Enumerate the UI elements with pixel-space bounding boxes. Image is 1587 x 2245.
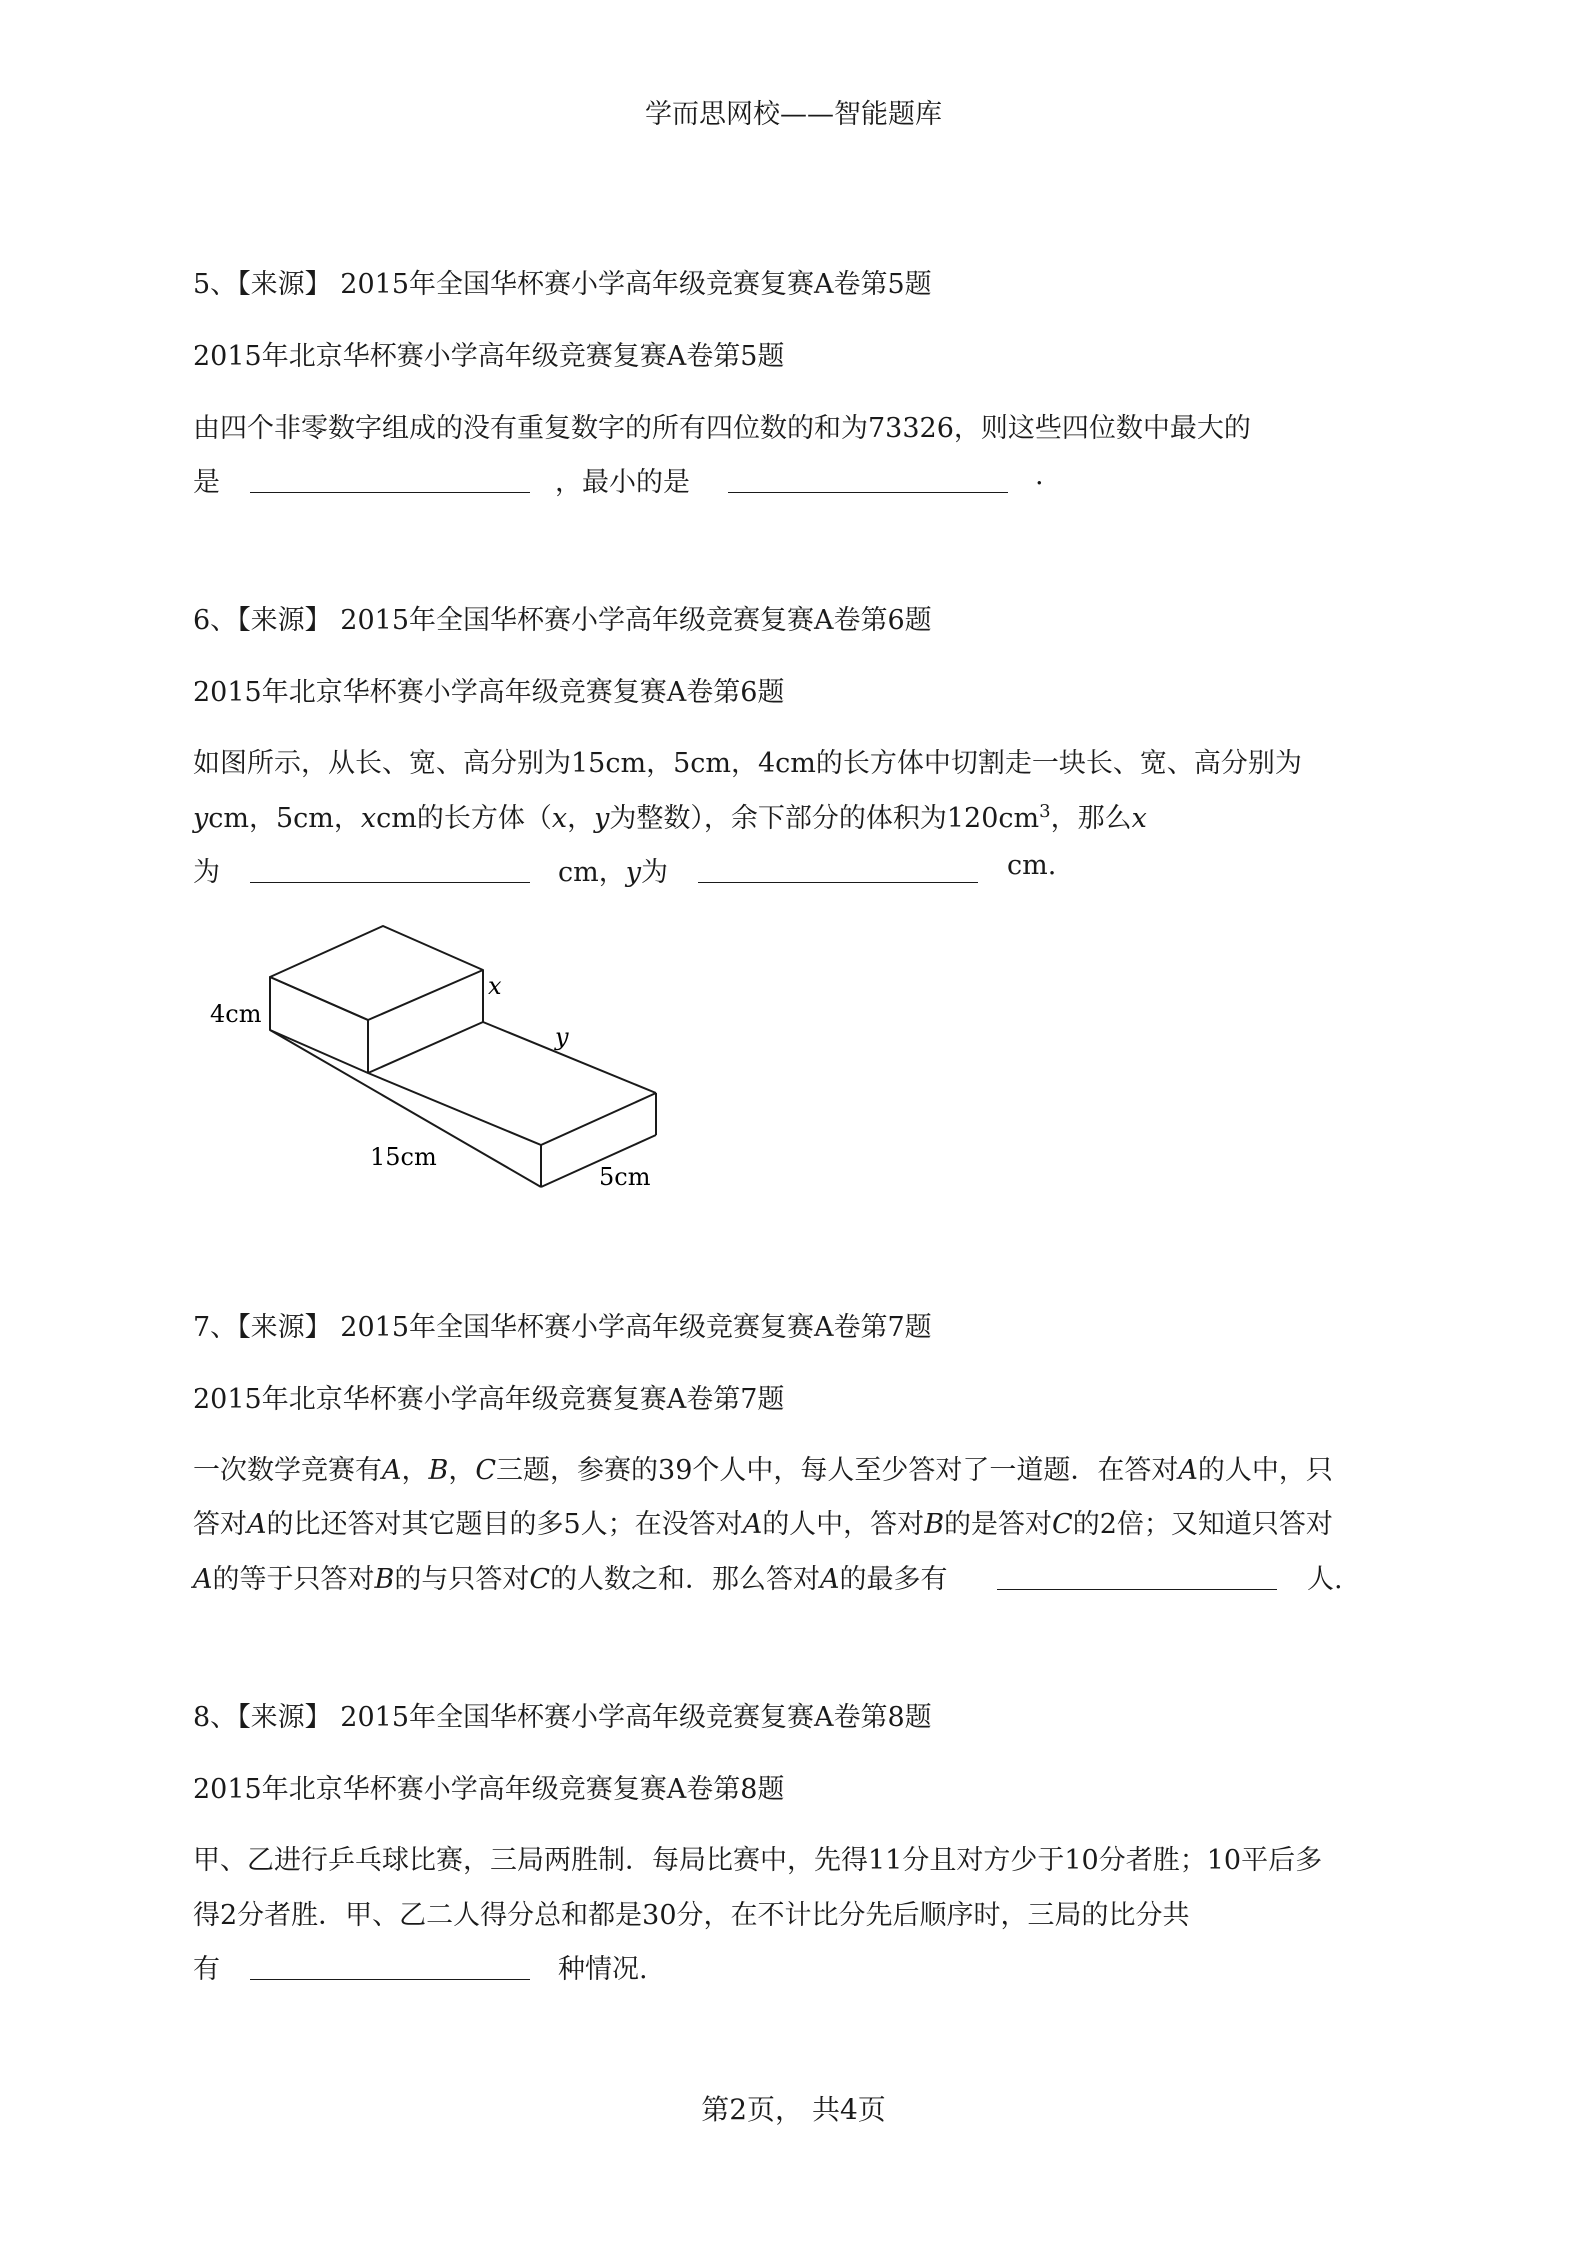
text-part: 一次数学竞赛有 <box>193 1455 382 1486</box>
text-part: ， <box>567 803 595 834</box>
text-part: cm，5cm， <box>208 803 361 834</box>
source-text: 2015年全国华杯赛小学高年级竞赛复赛A卷第5题 <box>340 269 932 300</box>
question-6-text-line2 <box>193 796 1147 835</box>
question-8-source <box>193 1695 932 1734</box>
source-text: 2015年全国华杯赛小学高年级竞赛复赛A卷第8题 <box>340 1702 932 1733</box>
question-number: 6、 <box>193 605 238 636</box>
text-part: 为整数），余下部分的体积为120cm <box>609 803 1040 834</box>
question-6-source2: 2015年北京华杯赛小学高年级竞赛复赛A卷第6题 <box>193 677 785 708</box>
source-text: 2015年全国华杯赛小学高年级竞赛复赛A卷第6题 <box>340 605 932 636</box>
long-front-edge <box>368 1073 541 1145</box>
var-C: C <box>529 1564 551 1595</box>
long-top-edge <box>483 1022 656 1093</box>
var-A: A <box>247 1509 267 1540</box>
answer-blank-6a[interactable] <box>250 882 530 883</box>
step-top-edge <box>368 1022 483 1073</box>
question-7-text-line3-end: 人. <box>1307 1564 1343 1595</box>
answer-blank-5a[interactable] <box>250 492 530 493</box>
answer-blank-6b[interactable] <box>698 882 978 883</box>
var-A: A <box>382 1455 402 1486</box>
question-7-text-line3 <box>193 1557 948 1596</box>
question-7-source2: 2015年北京华杯赛小学高年级竞赛复赛A卷第7题 <box>193 1384 785 1415</box>
superscript: 3 <box>1039 801 1051 822</box>
var-y: y <box>594 803 610 834</box>
var-C: C <box>1052 1509 1073 1540</box>
question-7-text-line1 <box>193 1448 1333 1487</box>
question-8-source2: 2015年北京华杯赛小学高年级竞赛复赛A卷第8题 <box>193 1774 785 1805</box>
var-y: y <box>625 857 641 888</box>
text-part: 答对 <box>193 1509 247 1540</box>
page-header: 学而思网校——智能题库 <box>645 99 942 130</box>
end-top-edge <box>541 1093 656 1145</box>
question-5-text-line2c: . <box>1035 460 1044 491</box>
label-length: 15cm <box>370 1143 437 1171</box>
page-footer: 第2页， 共4页 <box>701 2093 886 2126</box>
text-part: 三题，参赛的39个人中，每人至少答对了一道题．在答对 <box>496 1455 1179 1486</box>
var-A: A <box>820 1564 840 1595</box>
var-B: B <box>428 1455 449 1486</box>
label-width: 5cm <box>599 1163 651 1191</box>
question-6-text-line3a: 为 <box>193 857 220 888</box>
top-face <box>270 926 483 1020</box>
question-number: 7、 <box>193 1312 238 1343</box>
text-part: 的比还答对其它题目的多5人；在没答对 <box>266 1509 743 1540</box>
question-8-text-line3b: 种情况. <box>558 1954 648 1985</box>
var-B: B <box>924 1509 945 1540</box>
answer-blank-8[interactable] <box>250 1979 530 1980</box>
text-part: 的是答对 <box>944 1509 1053 1540</box>
text-part: 的人中，答对 <box>762 1509 925 1540</box>
question-number: 5、 <box>193 269 238 300</box>
question-6-text-line1: 如图所示，从长、宽、高分别为15cm，5cm，4cm的长方体中切割走一块长、宽、高分别为 <box>193 748 1302 779</box>
question-7-source <box>193 1305 932 1344</box>
label-height: 4cm <box>210 1000 262 1028</box>
text-part: ， <box>448 1455 476 1486</box>
text-part: cm， <box>558 857 626 888</box>
text-part: 的最多有 <box>839 1564 948 1595</box>
question-5-source <box>193 262 932 301</box>
cuboid-figure <box>190 905 690 1205</box>
var-A: A <box>1178 1455 1198 1486</box>
var-B: B <box>374 1564 395 1595</box>
text-part: ， <box>401 1455 429 1486</box>
source-tag: 【来源】 <box>237 1702 332 1733</box>
question-8-text-line1: 甲、乙进行乒乓球比赛，三局两胜制．每局比赛中，先得11分且对方少于10分者胜；10平后多 <box>193 1845 1323 1876</box>
text-part: cm的长方体（ <box>376 803 552 834</box>
var-A: A <box>193 1564 213 1595</box>
text-part: 的2倍；又知道只答对 <box>1072 1509 1333 1540</box>
answer-blank-5b[interactable] <box>728 492 1008 493</box>
answer-blank-7[interactable] <box>997 1589 1277 1590</box>
var-x: x <box>551 803 568 834</box>
question-5-text-line1: 由四个非零数字组成的没有重复数字的所有四位数的和为73326，则这些四位数中最大的 <box>193 413 1251 444</box>
question-5-text-line2a: 是 <box>193 467 220 498</box>
question-6-text-line3d: cm. <box>1007 850 1057 881</box>
source-tag: 【来源】 <box>237 1312 332 1343</box>
text-part: 的人中，只 <box>1197 1455 1333 1486</box>
label-x: x <box>488 972 502 1000</box>
var-A: A <box>742 1509 763 1540</box>
source-tag: 【来源】 <box>237 605 332 636</box>
var-x: x <box>360 803 377 834</box>
var-C: C <box>475 1455 497 1486</box>
question-8-text-line3a: 有 <box>193 1954 220 1985</box>
label-y: y <box>555 1023 569 1051</box>
question-5-text-line2b: ，最小的是 <box>555 467 690 498</box>
text-part: 的人数之和．那么答对 <box>550 1564 821 1595</box>
text-part: ，那么 <box>1050 803 1132 834</box>
var-x: x <box>1131 803 1147 834</box>
question-6-source <box>193 598 932 637</box>
question-8-text-line2: 得2分者胜．甲、乙二人得分总和都是30分，在不计比分先后顺序时，三局的比分共 <box>193 1900 1190 1931</box>
question-7-text-line2 <box>193 1502 1333 1541</box>
text-part: 的等于只答对 <box>212 1564 375 1595</box>
source-text: 2015年全国华杯赛小学高年级竞赛复赛A卷第7题 <box>340 1312 932 1343</box>
question-number: 8、 <box>193 1702 238 1733</box>
question-5-source2: 2015年北京华杯赛小学高年级竞赛复赛A卷第5题 <box>193 341 785 372</box>
var-y: y <box>193 803 209 834</box>
text-part: 的与只答对 <box>394 1564 530 1595</box>
question-6-text-line3b <box>558 850 668 889</box>
text-part: 为 <box>641 857 668 888</box>
source-tag: 【来源】 <box>237 269 332 300</box>
